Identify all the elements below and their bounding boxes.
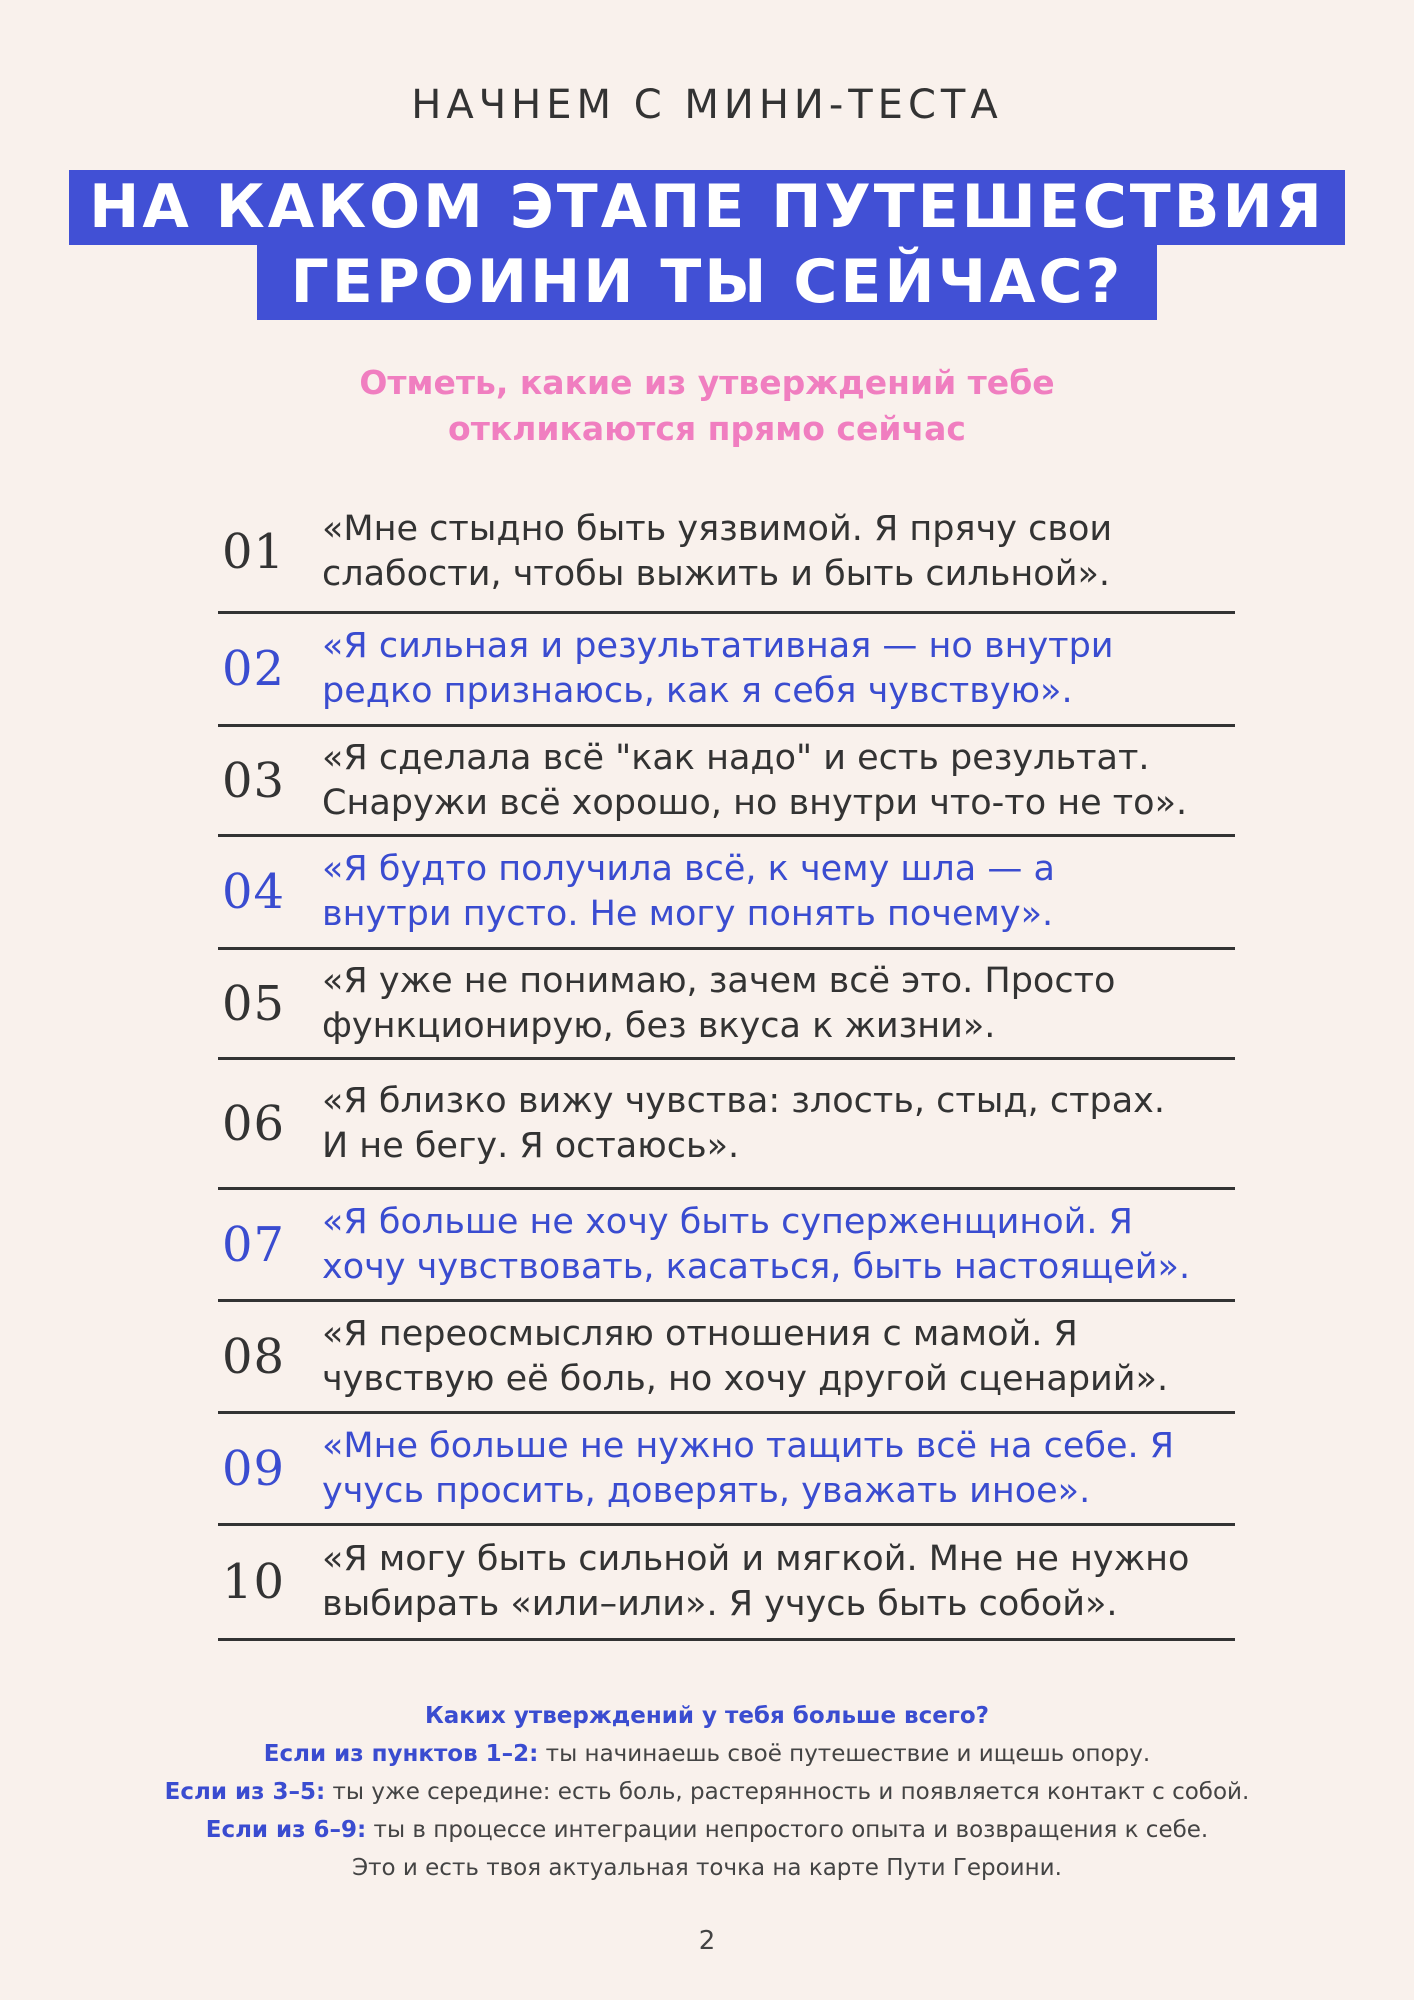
statement-item[interactable] <box>218 492 1235 614</box>
summary-question: Каких утверждений у тебя больше всего? <box>424 1703 990 1729</box>
statement-number: 09 <box>222 1440 286 1497</box>
statement-text: «Я могу быть сильной и мягкой. Мне не нужно выбирать «или–или». Я учусь быть собой». <box>322 1539 1190 1624</box>
statement-number: 10 <box>222 1554 286 1610</box>
summary-result-2-label: Если из 3–5: <box>164 1779 326 1805</box>
statement-number: 08 <box>222 1328 286 1385</box>
statement-list <box>218 492 1235 1641</box>
page-title-line-1: НА КАКОМ ЭТАПЕ ПУТЕШЕСТВИЯ <box>69 170 1345 245</box>
statement-text: «Я сделала всё "как надо" и есть результат. Снаружи всё хорошо, но внутри что-то не то». <box>322 737 1188 823</box>
statement-number: 02 <box>222 641 286 697</box>
statement-item[interactable] <box>218 1060 1235 1190</box>
statement-item[interactable] <box>218 1526 1235 1641</box>
page-title <box>0 170 1414 320</box>
summary-result-2 <box>0 1773 1414 1811</box>
statement-item[interactable] <box>218 727 1235 837</box>
statement-item[interactable] <box>218 614 1235 727</box>
instruction-subtitle <box>0 360 1414 452</box>
summary-result-3 <box>0 1811 1414 1849</box>
summary-result-1-text: ты начинаешь своё путешествие и ищешь опору. <box>538 1741 1151 1767</box>
page-title-line-2: ГЕРОИНИ ТЫ СЕЙЧАС? <box>257 245 1158 320</box>
result-summary <box>0 1697 1414 1887</box>
statement-item[interactable] <box>218 837 1235 950</box>
section-kicker: НАЧНЕМ С МИНИ-ТЕСТА <box>411 82 1003 128</box>
statement-number: 01 <box>222 523 286 580</box>
instruction-subtitle-text: Отметь, какие из утверждений тебе откликаются прямо сейчас <box>359 363 1055 448</box>
summary-result-1 <box>0 1735 1414 1773</box>
summary-closing: Это и есть твоя актуальная точка на карте Пути Героини. <box>352 1855 1062 1881</box>
summary-result-3-text: ты в процессе интеграции непростого опыта и возвращения к себе. <box>366 1817 1209 1843</box>
summary-result-1-label: Если из пунктов 1–2: <box>263 1741 539 1767</box>
statement-number: 06 <box>222 1095 286 1152</box>
summary-result-2-text: ты уже середине: есть боль, растерянность и появляется контакт с собой. <box>325 1779 1250 1805</box>
page-number: 2 <box>698 1926 716 1956</box>
statement-text: «Я уже не понимаю, зачем всё это. Просто функционирую, без вкуса к жизни». <box>322 960 1116 1046</box>
statement-item[interactable] <box>218 1302 1235 1414</box>
statement-text: «Мне больше не нужно тащить всё на себе. Я учусь просить, доверять, уважать иное». <box>322 1425 1175 1511</box>
statement-text: «Я больше не хочу быть суперженщиной. Я хочу чувствовать, касаться, быть настоящей». <box>322 1201 1191 1287</box>
statement-item[interactable] <box>218 1414 1235 1526</box>
statement-number: 07 <box>222 1216 286 1273</box>
statement-text: «Мне стыдно быть уязвимой. Я прячу свои слабости, чтобы выжить и быть сильной». <box>322 508 1113 594</box>
statement-number: 03 <box>222 752 286 809</box>
statement-text: «Я переосмысляю отношения с мамой. Я чувствую её боль, но хочу другой сценарий». <box>322 1313 1169 1399</box>
statement-item[interactable] <box>218 1190 1235 1302</box>
statement-number: 04 <box>222 864 286 920</box>
statement-text: «Я сильная и результативная — но внутри редко признаюсь, как я себя чувствую». <box>322 626 1114 711</box>
summary-result-3-label: Если из 6–9: <box>205 1817 367 1843</box>
statement-text: «Я будто получила всё, к чему шла — а внутри пусто. Не могу понять почему». <box>322 849 1055 934</box>
statement-number: 05 <box>222 975 286 1032</box>
statement-item[interactable] <box>218 950 1235 1060</box>
statement-text: «Я близко вижу чувства: злость, стыд, страх. И не бегу. Я остаюсь». <box>322 1080 1165 1166</box>
